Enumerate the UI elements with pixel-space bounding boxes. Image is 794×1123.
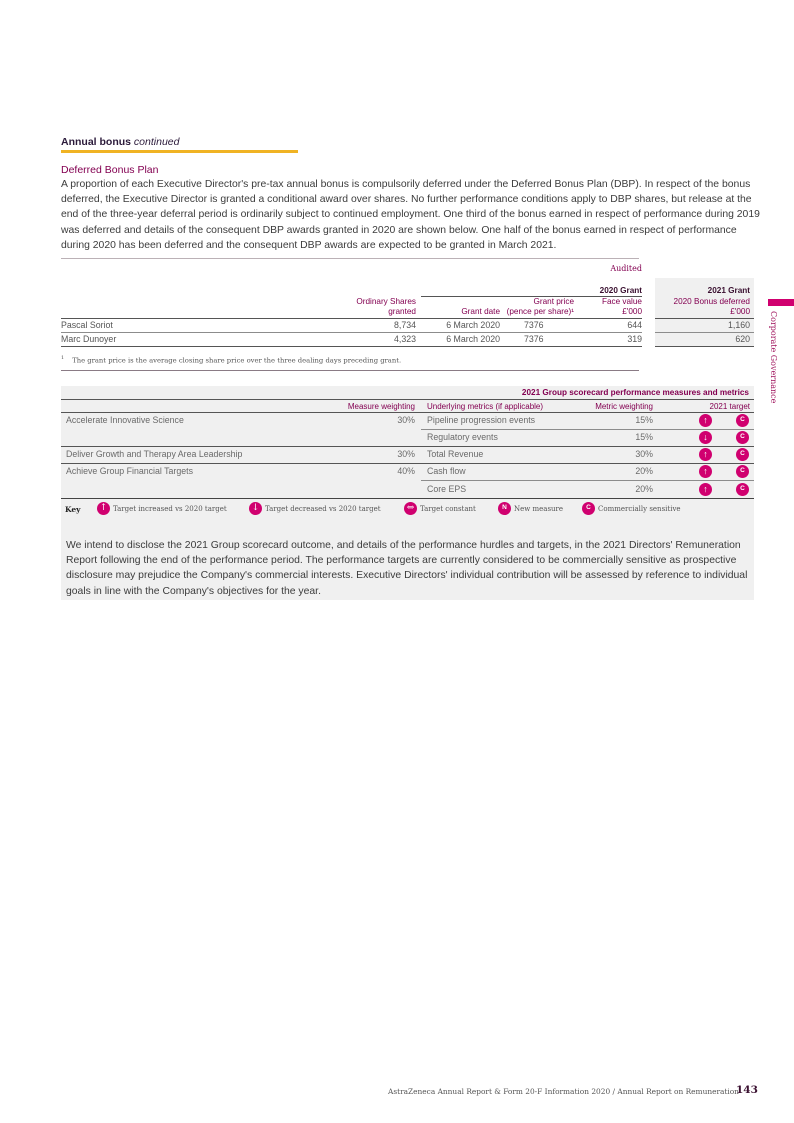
col-header-shares xyxy=(330,297,416,317)
page-number: 143 xyxy=(736,1084,758,1096)
metric-name: Total Revenue xyxy=(427,449,484,459)
footer-text: AstraZeneca Annual Report & Form 20-F Information 2020 / Annual Report on Remuneration xyxy=(388,1087,739,1096)
table-bottom-rule xyxy=(61,346,642,347)
grant-price: 7376 xyxy=(524,320,544,330)
section-tab-label: Corporate Governance xyxy=(769,311,778,404)
metric-name: Cash flow xyxy=(427,466,466,476)
director-name: Marc Dunoyer xyxy=(61,334,117,344)
arrow-down-icon: ↓ xyxy=(699,431,712,444)
row-rule xyxy=(655,332,754,333)
arrow-up-icon: ↑ xyxy=(699,465,712,478)
scorecard-outro-paragraph: We intend to disclose the 2021 Group scorecard outcome, and details of the performance hurdles and targets, in the 2021 Directors' Remuneration Report following the end of the performance period. The performance targets are currently considered to be commercially sensitive as prospective disclosure may prejudice the Company's commercial interests. Executive Directors' individual contribution will be assessed by reference to individual goals in line with the Company's objectives for the year. xyxy=(66,540,748,597)
section-title-text: Annual bonus xyxy=(61,136,131,148)
section-title xyxy=(61,136,179,148)
metric-name: Core EPS xyxy=(427,484,467,494)
commercially-sensitive-icon: C xyxy=(736,465,749,478)
group-header-2021-grant: 2021 Grant xyxy=(707,286,750,295)
commercially-sensitive-icon: C xyxy=(736,431,749,444)
measure-weighting: 30% xyxy=(397,415,415,425)
bonus-deferred: 620 xyxy=(735,334,750,344)
col-header-price-line2: (pence per share)¹ xyxy=(506,307,574,316)
metric-weighting: 20% xyxy=(635,466,653,476)
shares-granted: 8,734 xyxy=(393,320,416,330)
footnote xyxy=(61,355,401,364)
arrow-up-icon: ↑ xyxy=(97,502,110,515)
grant-price: 7376 xyxy=(524,334,544,344)
measure-name: Deliver Growth and Therapy Area Leadership xyxy=(66,449,243,459)
col-header-face-value xyxy=(560,297,642,317)
shares-granted: 4,323 xyxy=(393,334,416,344)
arrow-left-right-icon: ⇔ xyxy=(404,502,417,515)
grant-date: 6 March 2020 xyxy=(446,320,500,330)
col-header-2021-target: 2021 target xyxy=(709,402,750,411)
measure-weighting: 30% xyxy=(397,449,415,459)
arrow-up-icon: ↑ xyxy=(699,448,712,461)
key-item-text: Target constant xyxy=(420,504,476,513)
metric-weighting: 30% xyxy=(635,449,653,459)
commercially-sensitive-icon: C xyxy=(736,414,749,427)
measure-weighting: 40% xyxy=(397,466,415,476)
metric-name: Pipeline progression events xyxy=(427,415,536,425)
col-header-metric-weighting: Metric weighting xyxy=(595,402,653,411)
row-rule xyxy=(61,446,754,447)
key-item-commercially-sensitive xyxy=(582,502,681,515)
key-item-constant xyxy=(404,502,476,515)
measure-name: Achieve Group Financial Targets xyxy=(66,466,193,476)
col-header-shares-line1: Ordinary Shares xyxy=(356,297,416,306)
bonus-deferred: 1,160 xyxy=(727,320,750,330)
row-rule xyxy=(421,429,754,430)
col-header-metrics: Underlying metrics (if applicable) xyxy=(427,402,544,411)
commercially-sensitive-icon: C xyxy=(736,448,749,461)
col-header-deferred-line2: £'000 xyxy=(730,307,750,316)
header-rule-2021 xyxy=(655,318,754,319)
metric-weighting: 15% xyxy=(635,432,653,442)
section-rule xyxy=(61,150,298,153)
dbp-intro-paragraph: A proportion of each Executive Director's pre-tax annual bonus is compulsorily deferred under the Deferred Bonus Plan (DBP). In respect of the bonus deferred, the Executive Director is granted a conditional award over shares. No further performance conditions apply to DBP shares, but release at the end of the three-year deferral period is ordinarily subject to continued employment. One third of the bonus earned in respect of performance during 2019 was deferred and details of the consequent DBP awards granted in 2020 are shown below. One half of the bonus earned in respect of performance during 2020 has been deferred and the consequent DBP awards are expected to be granted in March 2021. xyxy=(61,179,760,251)
col-header-face-line2: £'000 xyxy=(622,307,642,316)
metric-name: Regulatory events xyxy=(427,432,498,442)
table-top-rule xyxy=(61,258,639,259)
footnote-rule xyxy=(61,370,639,371)
col-header-bonus-deferred xyxy=(655,297,750,317)
arrow-up-icon: ↑ xyxy=(699,483,712,496)
arrow-down-icon: ↓ xyxy=(249,502,262,515)
col-header-face-line1: Face value xyxy=(601,297,642,306)
col-header-shares-line2: granted xyxy=(388,307,416,316)
key-item-decreased xyxy=(249,502,381,515)
row-rule xyxy=(421,480,754,481)
arrow-up-icon: ↑ xyxy=(699,414,712,427)
metric-weighting: 15% xyxy=(635,415,653,425)
key-item-text: Target increased vs 2020 target xyxy=(113,504,227,513)
header-rule xyxy=(61,318,642,319)
director-name: Pascal Soriot xyxy=(61,320,113,330)
row-rule xyxy=(61,332,642,333)
col-header-measure-weighting: Measure weighting xyxy=(347,402,415,411)
table-bottom-rule-2021 xyxy=(655,346,754,347)
grant-date: 6 March 2020 xyxy=(446,334,500,344)
col-header-deferred-line1: 2020 Bonus deferred xyxy=(673,297,750,306)
scorecard-header-rule xyxy=(61,412,754,413)
commercially-sensitive-icon: C xyxy=(736,483,749,496)
key-item-text: New measure xyxy=(514,504,564,513)
col-header-date: Grant date xyxy=(461,307,500,316)
row-rule xyxy=(61,463,754,464)
scorecard-title-rule xyxy=(61,399,754,400)
key-item-text: Target decreased vs 2020 target xyxy=(265,504,381,513)
face-value: 319 xyxy=(627,334,642,344)
scorecard-title: 2021 Group scorecard performance measures and metrics xyxy=(521,388,749,397)
col-header-price-line1: Grant price xyxy=(533,297,574,306)
key-label: Key xyxy=(65,505,81,514)
key-item-increased xyxy=(97,502,227,515)
scorecard-bottom-rule xyxy=(61,498,754,499)
dbp-heading: Deferred Bonus Plan xyxy=(61,164,159,176)
new-measure-icon: N xyxy=(498,502,511,515)
footnote-text: The grant price is the average closing share price over the three dealing days preceding grant. xyxy=(72,356,402,365)
metric-weighting: 20% xyxy=(635,484,653,494)
commercially-sensitive-icon: C xyxy=(582,502,595,515)
section-tab-marker xyxy=(768,299,794,306)
key-item-text: Commercially sensitive xyxy=(598,504,681,513)
section-title-suffix: continued xyxy=(133,136,180,148)
key-item-new-measure xyxy=(498,502,563,515)
group-header-2020-grant: 2020 Grant xyxy=(599,286,642,295)
footnote-marker: 1 xyxy=(61,355,65,361)
face-value: 644 xyxy=(627,320,642,330)
audited-label: Audited xyxy=(610,264,642,273)
measure-name: Accelerate Innovative Science xyxy=(66,415,184,425)
